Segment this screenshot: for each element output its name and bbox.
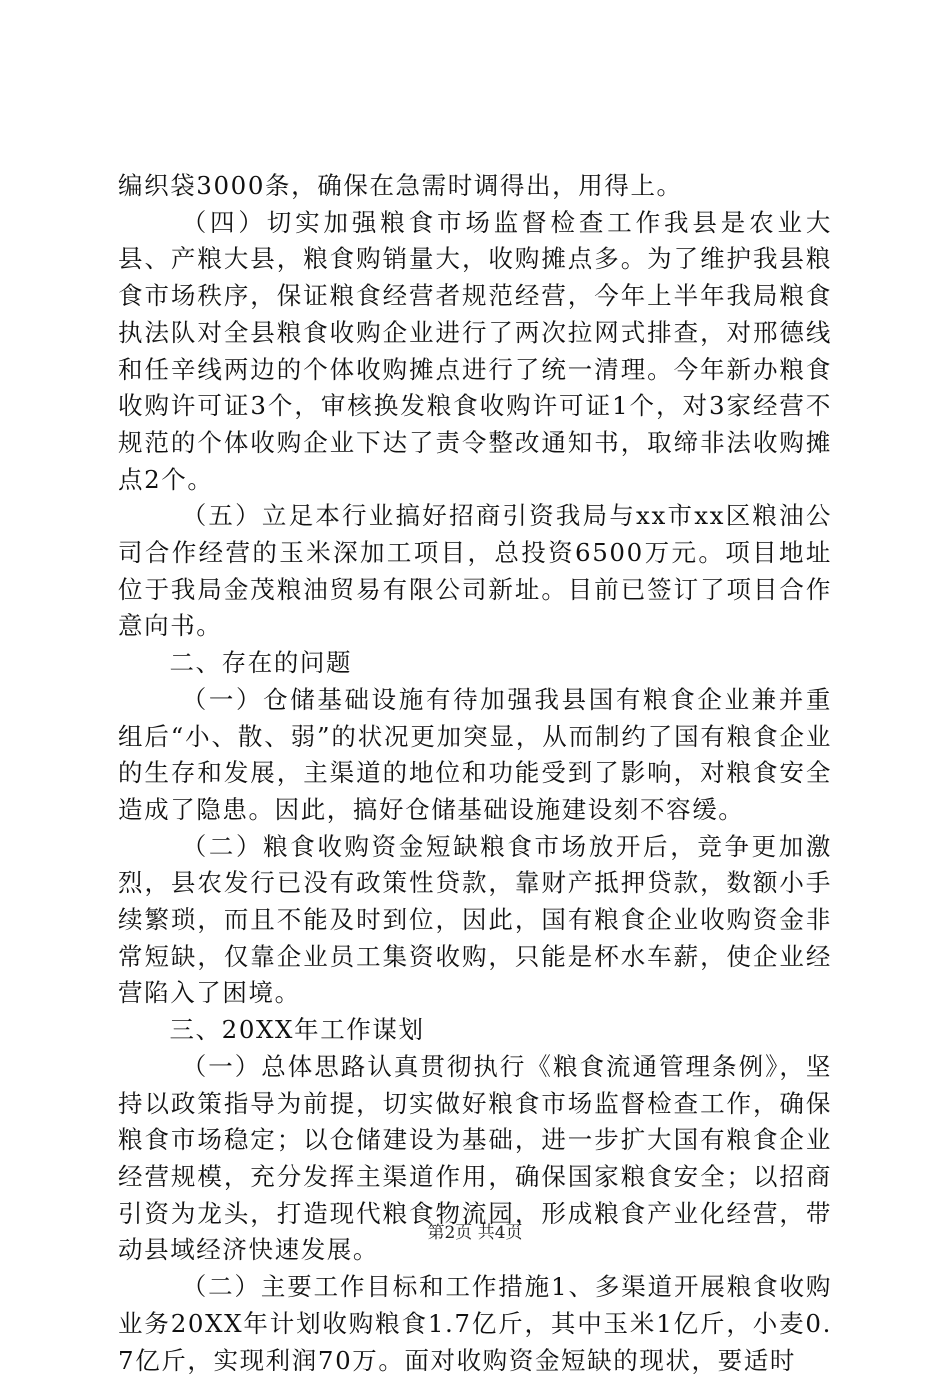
- heading-work-plan: 三、20XX年工作谋划: [169, 1015, 425, 1045]
- page-number-footer: 第2页 共4页: [427, 1223, 523, 1243]
- paragraph-plan-2: （二）主要工作目标和工作措施1、多渠道开展粮食收购业务20XX年计划收购粮食1.7亿斤，其中玉米1亿斤，小麦0.7亿斤，实现利润70万。面对收购资金短缺的现状，要适时: [118, 1272, 832, 1375]
- paragraph-continuation: 编织袋3000条，确保在急需时调得出，用得上。: [118, 171, 683, 200]
- paragraph-section-5: （五）立足本行业搞好招商引资我局与xx市xx区粮油公司合作经营的玉米深加工项目，总投资6500万元。项目地址位于我局金茂粮油贸易有限公司新址。目前已签订了项目合作意向书。: [118, 501, 832, 641]
- paragraph-problem-2: （二）粮食收购资金短缺粮食市场放开后，竞争更加激烈，县农发行已没有政策性贷款，靠财产抵押贷款，数额小手续繁琐，而且不能及时到位，因此，国有粮食企业收购资金非常短缺，仅靠企业员工集资收购，只能是杯水车薪，使企业经营陷入了困境。: [118, 831, 832, 1008]
- paragraph-section-4: （四）切实加强粮食市场监督检查工作我县是农业大县、产粮大县，粮食购销量大，收购摊点多。为了维护我县粮食市场秩序，保证粮食经营者规范经营，今年上半年我局粮食执法队对全县粮食收购企业进行了两次拉网式排查，对邢德线和任辛线两边的个体收购摊点进行了统一清理。今年新办粮食收购许可证3个，审核换发粮食收购许可证1个，对3家经营不规范的个体收购企业下达了责令整改通知书，取缔非法收购摊点2个。: [118, 207, 832, 494]
- document-body: [118, 168, 832, 1379]
- heading-existing-problems: 二、存在的问题: [169, 648, 353, 678]
- paragraph-plan-1: （一）总体思路认真贯彻执行《粮食流通管理条例》，坚持以政策指导为前提，切实做好粮食市场监督检查工作，确保粮食市场稳定；以仓储建设为基础，进一步扩大国有粮食企业经营规模，充分发挥主渠道作用，确保国家粮食安全；以招商引资为龙头，打造现代粮食物流园，形成粮食产业化经营，带动县域经济快速发展。: [118, 1051, 832, 1265]
- paragraph-problem-1: （一）仓储基础设施有待加强我县国有粮食企业兼并重组后“小、散、弱”的状况更加突显，从而制约了国有粮食企业的生存和发展，主渠道的地位和功能受到了影响，对粮食安全造成了隐患。因此，搞好仓储基础设施建设刻不容缓。: [118, 684, 832, 824]
